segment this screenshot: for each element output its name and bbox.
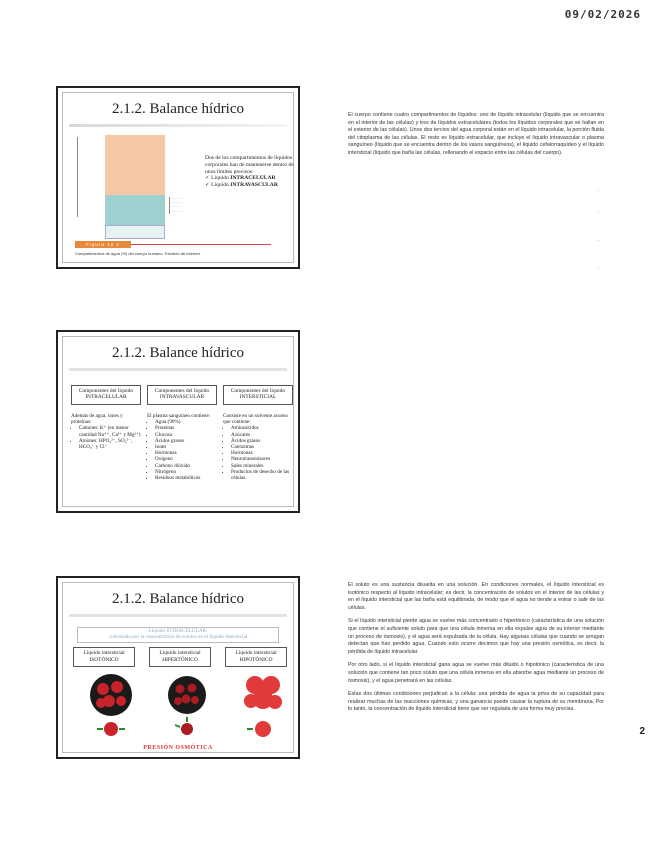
notes-block-2 bbox=[348, 582, 604, 720]
list-item: • Ácidos grasos bbox=[231, 438, 293, 444]
cell-head-line: HIPOTÓNICO bbox=[239, 656, 273, 663]
cell-head-line: ISOTÓNICO bbox=[89, 656, 119, 663]
slide-2[interactable] bbox=[56, 330, 300, 513]
dot-marker bbox=[598, 212, 599, 213]
slide-title: 2.1.2. Balance hídrico bbox=[111, 101, 245, 117]
list-item: • Nitrógeno bbox=[155, 469, 217, 475]
hypotonic-head bbox=[225, 647, 287, 667]
page-number: 2 bbox=[639, 726, 645, 737]
list-item: • Coenzimas bbox=[231, 444, 293, 450]
item-intracelular: ✓ Líquido INTRACELULAR bbox=[205, 175, 276, 182]
date-stamp: 09/02/2026 bbox=[564, 8, 641, 21]
cell-head-line: Líquido intersticial bbox=[83, 650, 125, 656]
column-body bbox=[223, 413, 293, 481]
column-body bbox=[147, 413, 217, 481]
list-item: • Oxígeno bbox=[155, 456, 217, 462]
hypertonic-cells-image bbox=[165, 673, 209, 741]
slide-2-canvas bbox=[62, 336, 294, 507]
list-item: • Cationes: K⁺ (en menor cantidad Na⁺⁺, Ca²⁺ y Mg²⁺) bbox=[79, 425, 141, 437]
column-list bbox=[147, 419, 217, 481]
dot-marker bbox=[598, 190, 599, 191]
dot-marker bbox=[598, 240, 599, 241]
hypotonic-cells-image bbox=[241, 671, 285, 741]
column-head: Componentes del líquido INTRAVASCULAR bbox=[147, 385, 217, 405]
list-item: • Glucosa bbox=[155, 432, 217, 438]
column-intro: El plasma sanguíneo contiene: bbox=[147, 413, 211, 419]
column-intro: Además de agua, iones y proteínas: bbox=[71, 413, 123, 426]
item-intravascular: ✓ Líquido INTRAVASCULAR bbox=[205, 182, 278, 189]
subtitle-box bbox=[77, 627, 279, 643]
list-item: • Residuos metabólicos bbox=[155, 475, 217, 481]
hypertonic-head bbox=[149, 647, 211, 667]
list-item: • Ácidos grasos bbox=[155, 438, 217, 444]
slide-title: 2.1.2. Balance hídrico bbox=[111, 345, 245, 361]
slide-1-text bbox=[205, 155, 297, 189]
list-item: • Hormonas bbox=[155, 450, 217, 456]
axis-line bbox=[77, 137, 98, 217]
list-item: • Iones bbox=[155, 444, 217, 450]
column-intro: Consiste en un solvente acuoso que contiene: bbox=[223, 413, 288, 426]
intro-text: Dos de los compartimentos de líquidos corporales han de mantenerse dentro de unos límites precisos: bbox=[205, 155, 294, 175]
column-intravascular bbox=[147, 385, 217, 481]
figure-label: Figura 12.2 bbox=[75, 241, 131, 248]
intracellular-bar bbox=[105, 135, 165, 195]
notes-paragraph: Estas dos últimas condiciones perjudican a la célula: una pérdida de agua la priva de su capacidad para realizar muchas de las reacciones químicas, y una ganancia puede causar la ruptura de su membrana. Por lo tanto, la concentración de líquido intersticial tiene que ser regulada de una forma muy precisa. bbox=[348, 691, 604, 713]
subtitle-line: Líquido INTRACELULAR: bbox=[148, 628, 208, 634]
column-head: Componentes del líquido INTRACELULAR bbox=[71, 385, 141, 405]
list-item: • Aminoácidos bbox=[231, 425, 293, 431]
list-item: • Azúcares bbox=[231, 432, 293, 438]
list-item: • Proteínas bbox=[155, 425, 217, 431]
list-item: • Aniones: HPO₄²⁻, SO₄²⁻, HCO₃⁻ y Cl⁻ bbox=[79, 438, 141, 450]
list-item: • Sales minerales bbox=[231, 463, 293, 469]
cell-head-line: Líquido intersticial bbox=[159, 650, 201, 656]
cell-head-line: HIPERTÓNICO bbox=[162, 656, 198, 663]
slide-1[interactable] bbox=[56, 86, 300, 269]
notes-block-1 bbox=[348, 112, 604, 164]
column-intracelular bbox=[71, 385, 141, 450]
isotonic-head bbox=[73, 647, 135, 667]
column-body bbox=[71, 413, 141, 450]
column-head: Componentes del líquido INTERSTICIAL bbox=[223, 385, 293, 405]
list-item: • Hormonas bbox=[231, 450, 293, 456]
slide-3[interactable] bbox=[56, 576, 300, 759]
list-item: • Productos de desecho de las células. bbox=[231, 469, 293, 481]
column-list bbox=[223, 425, 293, 481]
figure-caption: Compartimentos de agua (%) del cuerpo humano. Extraído de internet. bbox=[75, 251, 201, 256]
isotonic-cells-image bbox=[89, 673, 133, 741]
slide-1-canvas bbox=[62, 92, 294, 263]
title-underline bbox=[69, 614, 287, 617]
other-fluid-bar bbox=[105, 225, 165, 239]
notes-paragraph: El cuerpo contiene cuatro compartimentos de líquidos: uno de líquido intracelular (líquido que se encuentra en el interior de las células) y tres de líquidos extracelulares (todos los líquidos corporales que se hallan en el exterior de las células). Unos dos tercios del agua corporal están en el líquido intracelular, la porción fluida del citoplasma de las células. El resto es líquido extracelular, que incluye el líquido intravascular o plasma sanguíneo (líquido que se encuentra dentro de los vasos sanguíneos), el líquido cefalorraquídeo y el líquido intersticial (líquido que baña las células, rellenando el espacio entre las células del cuerpo). bbox=[348, 112, 604, 156]
slide-title: 2.1.2. Balance hídrico bbox=[111, 591, 245, 607]
list-item: • Carbono dióxido bbox=[155, 463, 217, 469]
title-underline bbox=[69, 368, 287, 371]
divider-line bbox=[131, 244, 271, 245]
slide-3-canvas bbox=[62, 582, 294, 753]
intravascular-bar bbox=[105, 195, 165, 225]
bar-annotation: · · · · · · · · · · · · · · · · · · · bbox=[169, 197, 198, 214]
subtitle-line: controlado por la concentración de solutos en el líquido intersticial bbox=[108, 634, 248, 641]
column-intersticial bbox=[223, 385, 293, 481]
notes-paragraph: El soluto es una sustancia disuelta en una solución. En condiciones normales, el líquido intersticial es isotónico respecto al líquido intracelular; es decir, la concentración de solutos en el interior de las células y en el líquido intersticial que las baña está equilibrada, de modo que el agua no tiende a entrar o salir de las células. bbox=[348, 582, 604, 611]
notes-paragraph: Por otro lado, si el líquido intersticial gana agua se vuelve más diluido o hipotónico (característica de una solución que contiene tan poco soluto que una célula inmersa en ella absorbe agua mediante un proceso de ósmosis), y el agua penetrará en las células. bbox=[348, 662, 604, 684]
osmotic-pressure-label: PRESIÓN OSMÓTICA bbox=[143, 745, 213, 751]
dot-marker bbox=[598, 268, 599, 269]
notes-paragraph: Si el líquido intersticial pierde agua se vuelve más concentrado o hipertónico (característica de una solución que contiene el suficiente soluto para que una célula inmersa en ella expulse agua de su interior mediante un proceso de ósmosis), y el agua será expulsada de la célula. Hay algunas células que cuando se arrugan detectan que han perdido agua. Cuando esto ocurre decimos que hay una presión osmótica, es decir, la pérdida de líquido intracelular. bbox=[348, 618, 604, 655]
list-item: • Agua (90%) bbox=[155, 419, 217, 425]
column-list bbox=[71, 425, 141, 450]
list-item: • Neurotransmisores bbox=[231, 456, 293, 462]
cell-head-line: Líquido intersticial bbox=[235, 650, 277, 656]
title-underline bbox=[69, 124, 287, 127]
